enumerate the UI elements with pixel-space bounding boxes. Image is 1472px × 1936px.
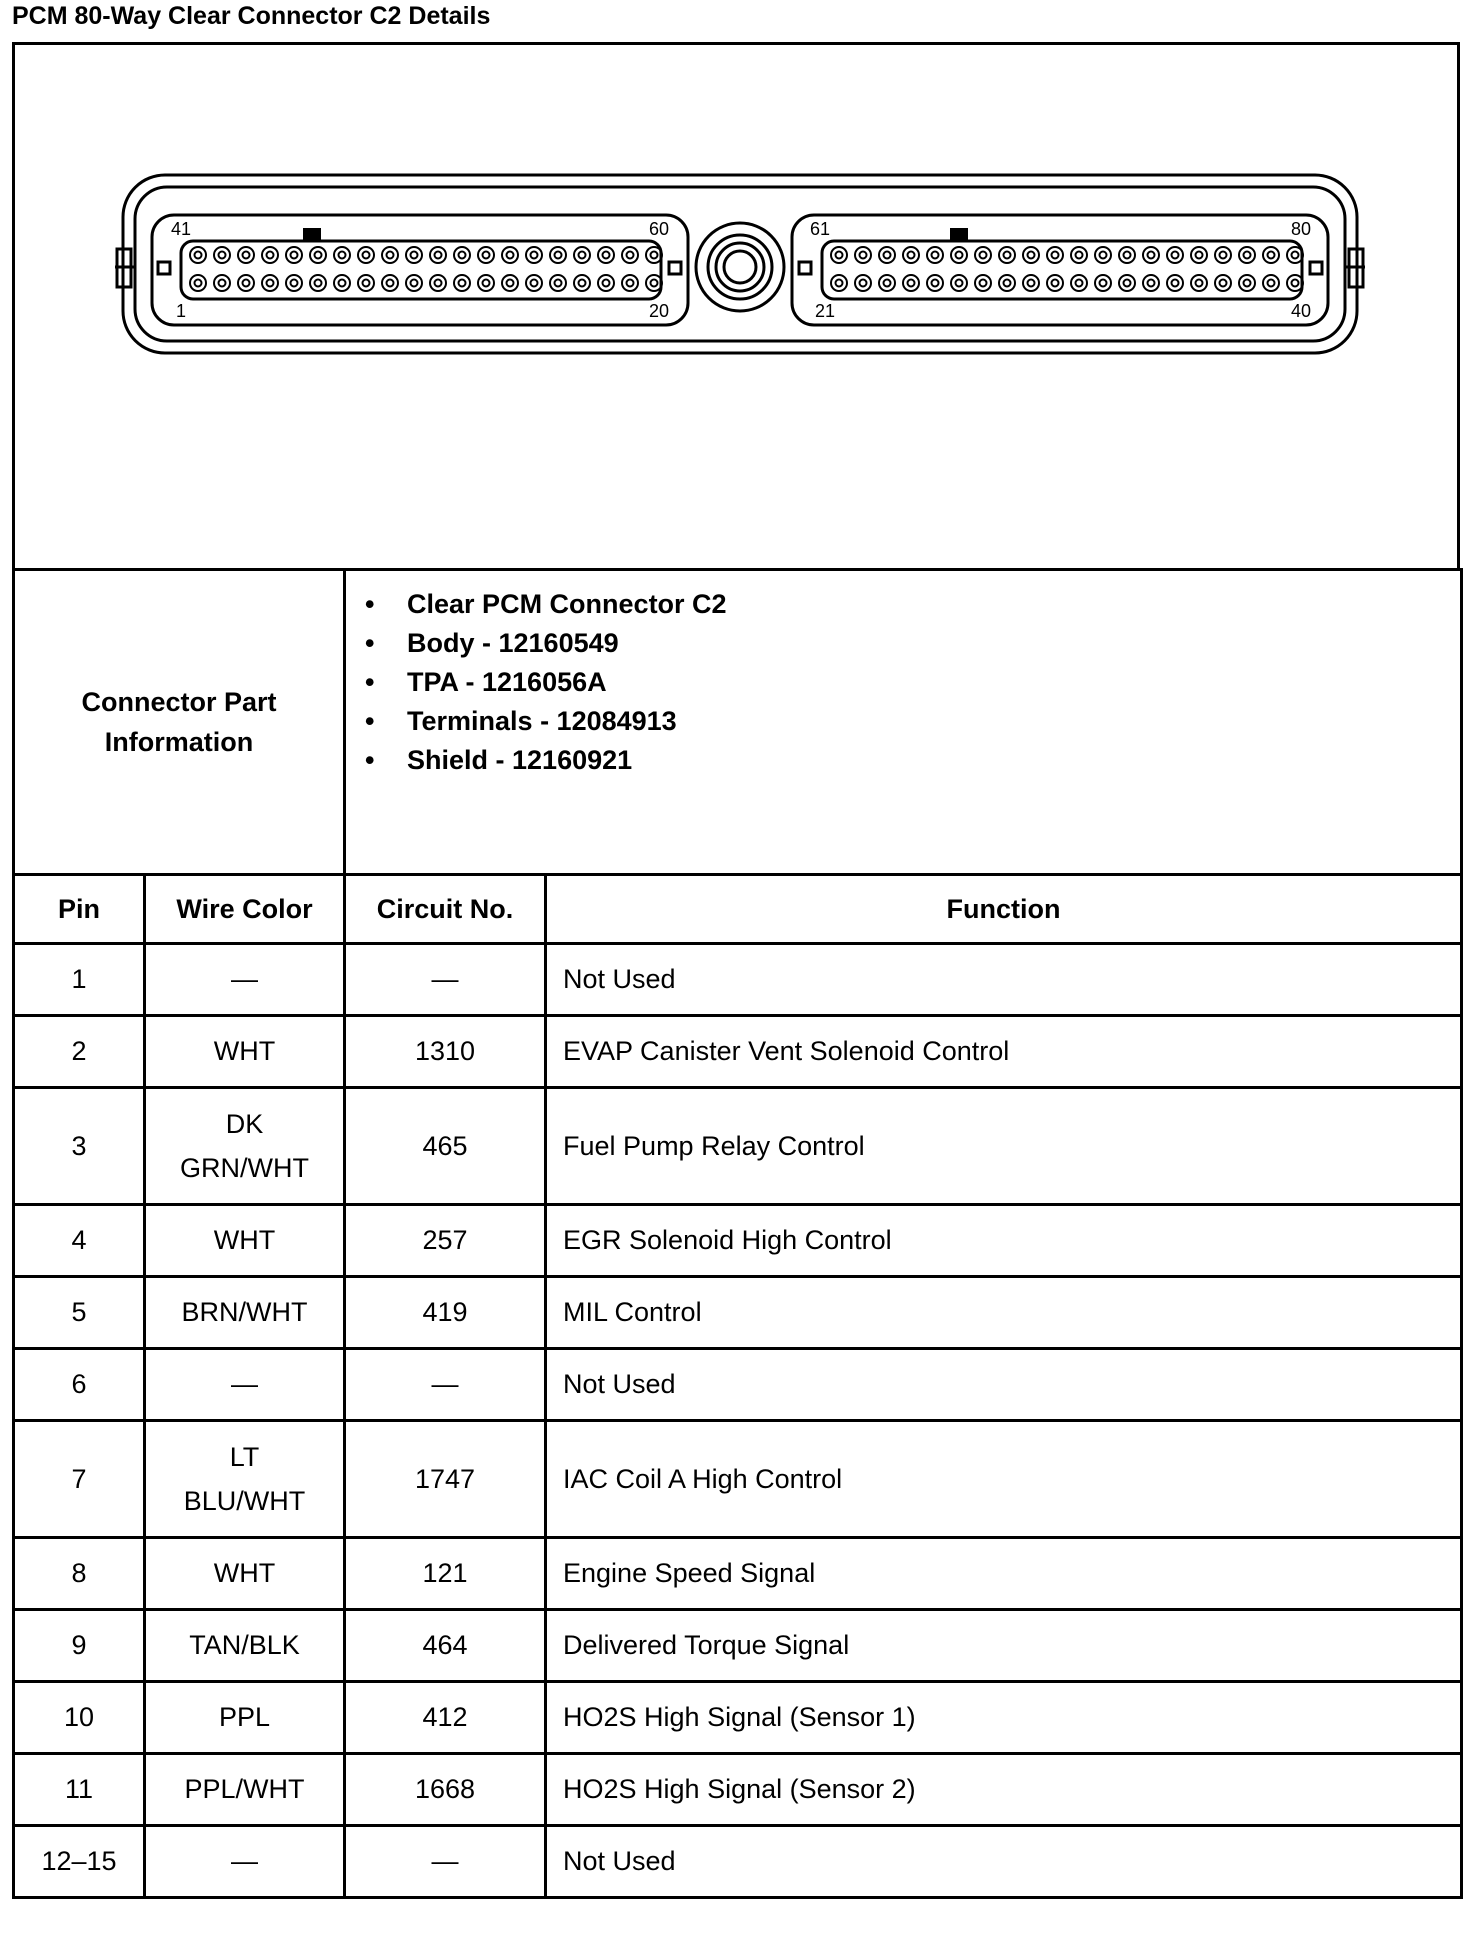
pin-hole	[334, 247, 350, 263]
pin-hole	[238, 275, 254, 291]
pin-hole	[1047, 275, 1063, 291]
right-key-square-b	[1310, 262, 1322, 274]
table-row	[14, 1349, 1462, 1421]
left-key-square-b	[669, 262, 681, 274]
pin-hole	[526, 247, 542, 263]
pin-label-1: 1	[176, 301, 187, 321]
pin-hole-center	[243, 252, 250, 259]
pin-hole-center	[651, 280, 658, 287]
pin-hole-center	[435, 252, 442, 259]
pin-hole-center	[932, 280, 939, 287]
pin-hole-center	[1220, 280, 1227, 287]
connector-info-item: • Clear PCM Connector C2	[362, 585, 1460, 624]
connector-info-item: • Body - 12160549	[362, 624, 1460, 663]
pin-hole	[454, 247, 470, 263]
pin-hole	[927, 275, 943, 291]
pin-hole-center	[627, 252, 634, 259]
table-row	[14, 1682, 1462, 1754]
pin-hole-center	[1292, 252, 1299, 259]
pin-cell: 8	[14, 1538, 145, 1610]
connector-housing-inner	[135, 187, 1345, 341]
pin-hole	[478, 247, 494, 263]
pin-hole-center	[1244, 280, 1251, 287]
pin-hole	[358, 275, 374, 291]
pin-cell: 12–15	[14, 1826, 145, 1898]
connector-diagram-panel	[12, 42, 1460, 568]
wire-color-line-1: DK	[225, 1109, 264, 1139]
circuit-cell: 465	[345, 1088, 546, 1205]
pin-hole	[598, 247, 614, 263]
pin-hole-center	[219, 280, 226, 287]
wire-color-line-2: BLU/WHT	[183, 1486, 306, 1516]
pin-hole-center	[291, 280, 298, 287]
pin-label-21: 21	[815, 301, 836, 321]
pin-hole-center	[980, 252, 987, 259]
pin-hole-center	[1148, 280, 1155, 287]
connector-info-list-cell	[345, 570, 1462, 875]
wire-color-cell: WHT	[145, 1205, 345, 1277]
pin-hole-center	[956, 280, 963, 287]
pin-hole	[286, 275, 302, 291]
pin-hole-center	[507, 252, 514, 259]
pin-hole	[951, 247, 967, 263]
pin-hole	[190, 247, 206, 263]
pin-hole-center	[1124, 280, 1131, 287]
function-cell: Delivered Torque Signal	[546, 1610, 1462, 1682]
pin-hole-center	[1076, 252, 1083, 259]
pin-hole	[358, 247, 374, 263]
function-cell: Not Used	[546, 944, 1462, 1016]
pin-hole	[1167, 247, 1183, 263]
pin-hole-center	[579, 252, 586, 259]
pin-hole-center	[387, 280, 394, 287]
pin-hole-center	[836, 280, 843, 287]
wire-color-cell: —	[145, 1349, 345, 1421]
table-row	[14, 1610, 1462, 1682]
pin-cell: 1	[14, 944, 145, 1016]
left-key-square-a	[158, 262, 170, 274]
pin-hole-center	[219, 252, 226, 259]
pin-hole-center	[980, 280, 987, 287]
pin-hole-center	[363, 280, 370, 287]
pin-hole-center	[1268, 252, 1275, 259]
wire-color-cell: PPL	[145, 1682, 345, 1754]
table-row	[14, 1016, 1462, 1088]
header-pin: Pin	[14, 875, 145, 944]
pin-hole-center	[483, 280, 490, 287]
pin-hole-center	[507, 280, 514, 287]
table-row	[14, 944, 1462, 1016]
pin-hole-center	[411, 280, 418, 287]
table-row	[14, 1754, 1462, 1826]
pin-hole-center	[531, 252, 538, 259]
pin-hole	[903, 247, 919, 263]
pin-hole-center	[860, 252, 867, 259]
pin-hole-center	[483, 252, 490, 259]
pin-hole	[574, 275, 590, 291]
pin-hole	[310, 275, 326, 291]
pin-hole	[855, 247, 871, 263]
pin-hole	[430, 247, 446, 263]
pin-label-61: 61	[810, 219, 831, 239]
pin-hole-center	[411, 252, 418, 259]
pin-hole	[550, 275, 566, 291]
pin-hole	[454, 275, 470, 291]
wire-color-cell: —	[145, 944, 345, 1016]
wire-color-cell: TAN/BLK	[145, 1610, 345, 1682]
connector-info-item: • Shield - 12160921	[362, 741, 1460, 780]
pin-hole-center	[243, 280, 250, 287]
pin-cell: 3	[14, 1088, 145, 1205]
pin-hole	[1071, 275, 1087, 291]
pin-hole-center	[932, 252, 939, 259]
header-function: Function	[546, 875, 1462, 944]
pin-hole-center	[339, 252, 346, 259]
connector-info-label: Connector Part Information	[14, 570, 345, 875]
table-row	[14, 1277, 1462, 1349]
pin-hole-center	[1028, 252, 1035, 259]
circuit-cell: —	[345, 944, 546, 1016]
pin-hole	[1143, 247, 1159, 263]
circuit-cell: —	[345, 1349, 546, 1421]
pin-hole	[190, 275, 206, 291]
pin-hole-center	[1052, 280, 1059, 287]
right-cavity-bay	[792, 215, 1328, 325]
function-cell: EGR Solenoid High Control	[546, 1205, 1462, 1277]
connector-info-item: • Terminals - 12084913	[362, 702, 1460, 741]
pin-hole	[382, 247, 398, 263]
pin-hole-center	[908, 280, 915, 287]
table-row	[14, 1421, 1462, 1538]
pin-hole-center	[555, 280, 562, 287]
center-bolt-ring	[708, 235, 772, 299]
wire-color-cell	[145, 1088, 345, 1205]
pin-hole-center	[339, 280, 346, 287]
pin-hole-center	[435, 280, 442, 287]
header-circuit: Circuit No.	[345, 875, 546, 944]
pin-hole	[951, 275, 967, 291]
pin-hole	[598, 275, 614, 291]
pin-hole	[999, 275, 1015, 291]
pin-cell: 10	[14, 1682, 145, 1754]
pin-hole	[1191, 247, 1207, 263]
right-polarization-tab	[950, 228, 968, 240]
pin-hole-center	[267, 280, 274, 287]
pin-hole	[622, 275, 638, 291]
pin-hole	[831, 247, 847, 263]
pin-hole	[622, 247, 638, 263]
pin-hole	[550, 247, 566, 263]
pin-hole-center	[603, 252, 610, 259]
function-cell: Not Used	[546, 1826, 1462, 1898]
wire-color-cell: WHT	[145, 1538, 345, 1610]
right-key-square-a	[799, 262, 811, 274]
circuit-cell: 1668	[345, 1754, 546, 1826]
circuit-cell: 412	[345, 1682, 546, 1754]
left-cavity-bay	[152, 215, 688, 325]
pin-hole-center	[363, 252, 370, 259]
pinout-table	[12, 568, 1463, 1899]
pin-hole-center	[884, 252, 891, 259]
pin-cell: 9	[14, 1610, 145, 1682]
pin-hole	[214, 247, 230, 263]
circuit-cell: —	[345, 1826, 546, 1898]
pin-cell: 11	[14, 1754, 145, 1826]
pin-hole	[262, 275, 278, 291]
function-cell: IAC Coil A High Control	[546, 1421, 1462, 1538]
pin-hole	[526, 275, 542, 291]
table-row	[14, 1826, 1462, 1898]
pin-hole	[382, 275, 398, 291]
pin-hole	[310, 247, 326, 263]
wire-color-line-1: LT	[229, 1442, 260, 1472]
function-cell: Fuel Pump Relay Control	[546, 1088, 1462, 1205]
pin-hole-center	[627, 280, 634, 287]
pin-hole	[334, 275, 350, 291]
circuit-cell: 419	[345, 1277, 546, 1349]
pin-hole	[1047, 247, 1063, 263]
pin-hole-center	[315, 280, 322, 287]
pin-hole	[975, 275, 991, 291]
pin-hole	[502, 275, 518, 291]
pin-hole	[1095, 247, 1111, 263]
pin-hole-center	[1292, 280, 1299, 287]
pin-hole-center	[1076, 280, 1083, 287]
pin-label-20: 20	[649, 301, 670, 321]
connector-info-item: • TPA - 1216056A	[362, 663, 1460, 702]
pin-hole	[831, 275, 847, 291]
table-header-row	[14, 875, 1462, 944]
pin-hole	[406, 247, 422, 263]
pin-hole-center	[1124, 252, 1131, 259]
pin-hole-center	[291, 252, 298, 259]
pin-hole	[975, 247, 991, 263]
pin-hole-center	[884, 280, 891, 287]
pin-hole-center	[1052, 252, 1059, 259]
circuit-cell: 257	[345, 1205, 546, 1277]
pin-cell: 4	[14, 1205, 145, 1277]
pin-hole-center	[1220, 252, 1227, 259]
pin-hole	[927, 247, 943, 263]
circuit-cell: 1747	[345, 1421, 546, 1538]
pin-hole	[286, 247, 302, 263]
pin-hole	[1023, 275, 1039, 291]
document-title: PCM 80-Way Clear Connector C2 Details	[12, 2, 491, 30]
pin-hole	[855, 275, 871, 291]
pin-label-40: 40	[1291, 301, 1312, 321]
pin-hole-center	[1196, 280, 1203, 287]
pin-hole	[214, 275, 230, 291]
pin-hole	[903, 275, 919, 291]
table-row	[14, 1088, 1462, 1205]
circuit-cell: 121	[345, 1538, 546, 1610]
pin-hole-center	[195, 252, 202, 259]
pin-hole-center	[1100, 280, 1107, 287]
pin-hole	[1071, 247, 1087, 263]
table-row	[14, 1538, 1462, 1610]
pin-hole-center	[860, 280, 867, 287]
pin-hole-center	[1268, 280, 1275, 287]
pin-hole-center	[555, 252, 562, 259]
circuit-cell: 464	[345, 1610, 546, 1682]
pin-hole	[1191, 275, 1207, 291]
connector-face-drawing	[15, 45, 1463, 571]
header-wire-color: Wire Color	[145, 875, 345, 944]
pin-hole-center	[579, 280, 586, 287]
connector-info-row	[14, 570, 1462, 875]
pin-hole-center	[315, 252, 322, 259]
pin-hole-center	[387, 252, 394, 259]
wire-color-cell: WHT	[145, 1016, 345, 1088]
pin-hole	[502, 247, 518, 263]
wire-color-cell: —	[145, 1826, 345, 1898]
pin-hole-center	[1196, 252, 1203, 259]
pin-hole	[1215, 247, 1231, 263]
pin-hole	[1119, 247, 1135, 263]
pin-hole	[1023, 247, 1039, 263]
pin-hole-center	[1172, 252, 1179, 259]
pin-hole-center	[459, 252, 466, 259]
pin-hole	[238, 247, 254, 263]
pin-hole-center	[195, 280, 202, 287]
pin-hole-center	[1100, 252, 1107, 259]
pin-label-80: 80	[1291, 219, 1312, 239]
pin-hole	[574, 247, 590, 263]
function-cell: Not Used	[546, 1349, 1462, 1421]
pin-hole	[879, 275, 895, 291]
pin-hole-center	[1148, 252, 1155, 259]
pin-hole	[879, 247, 895, 263]
pin-cell: 7	[14, 1421, 145, 1538]
pin-hole-center	[651, 252, 658, 259]
pin-hole-center	[1004, 252, 1011, 259]
pin-hole	[1095, 275, 1111, 291]
pin-hole-center	[1172, 280, 1179, 287]
wire-color-cell: BRN/WHT	[145, 1277, 345, 1349]
pin-hole	[999, 247, 1015, 263]
wire-color-cell	[145, 1421, 345, 1538]
pin-hole	[1167, 275, 1183, 291]
function-cell: EVAP Canister Vent Solenoid Control	[546, 1016, 1462, 1088]
circuit-cell: 1310	[345, 1016, 546, 1088]
function-cell: HO2S High Signal (Sensor 1)	[546, 1682, 1462, 1754]
pin-cell: 2	[14, 1016, 145, 1088]
wire-color-cell: PPL/WHT	[145, 1754, 345, 1826]
center-bolt-core	[724, 251, 756, 283]
pin-hole	[430, 275, 446, 291]
pin-hole-center	[603, 280, 610, 287]
pin-hole	[406, 275, 422, 291]
left-polarization-tab	[303, 228, 321, 240]
function-cell: Engine Speed Signal	[546, 1538, 1462, 1610]
pin-label-60: 60	[649, 219, 670, 239]
pin-hole	[1143, 275, 1159, 291]
pin-cell: 6	[14, 1349, 145, 1421]
pin-label-41: 41	[171, 219, 192, 239]
pin-hole-center	[1244, 252, 1251, 259]
pin-hole	[262, 247, 278, 263]
pin-hole-center	[1004, 280, 1011, 287]
wire-color-line-2: GRN/WHT	[180, 1153, 309, 1183]
connector-info-list	[362, 585, 1460, 780]
pin-hole-center	[908, 252, 915, 259]
function-cell: MIL Control	[546, 1277, 1462, 1349]
pin-hole	[1119, 275, 1135, 291]
pin-hole	[1239, 247, 1255, 263]
pin-cell: 5	[14, 1277, 145, 1349]
pin-hole	[1263, 275, 1279, 291]
pin-hole-center	[267, 252, 274, 259]
pin-hole-center	[956, 252, 963, 259]
pin-hole	[478, 275, 494, 291]
table-row	[14, 1205, 1462, 1277]
function-cell: HO2S High Signal (Sensor 2)	[546, 1754, 1462, 1826]
pin-hole-center	[1028, 280, 1035, 287]
pin-hole	[1263, 247, 1279, 263]
pin-hole	[1215, 275, 1231, 291]
pin-hole-center	[459, 280, 466, 287]
pin-hole-center	[531, 280, 538, 287]
pin-hole	[1239, 275, 1255, 291]
pin-hole-center	[836, 252, 843, 259]
